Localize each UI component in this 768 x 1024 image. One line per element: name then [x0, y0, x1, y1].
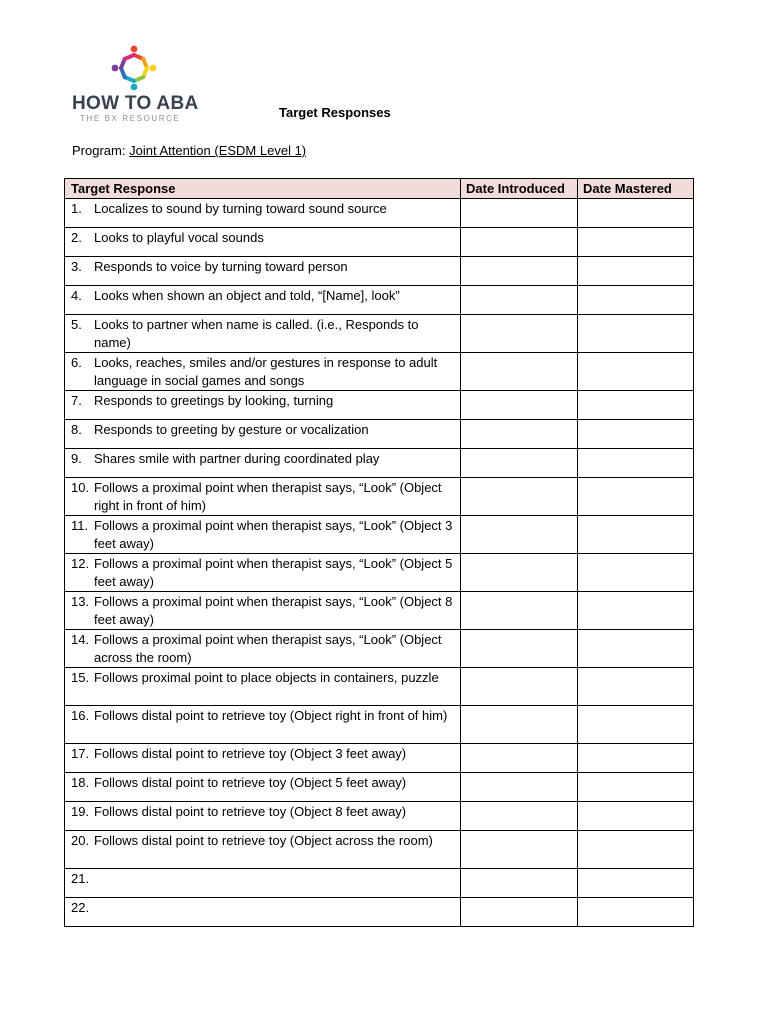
logo-figure-head — [131, 84, 138, 91]
date-mastered-cell[interactable] — [578, 478, 694, 516]
target-response-item — [65, 706, 460, 725]
target-response-item — [65, 516, 460, 553]
program-line — [72, 143, 306, 158]
date-mastered-cell[interactable] — [578, 630, 694, 668]
target-response-cell — [65, 420, 461, 449]
target-response-item — [65, 391, 460, 410]
item-text: Follows distal point to retrieve toy (Object across the room) — [94, 833, 433, 848]
logo-figure-head — [131, 46, 138, 53]
date-mastered-cell[interactable] — [578, 391, 694, 420]
target-response-cell — [65, 554, 461, 592]
item-text: Responds to greeting by gesture or vocalization — [94, 422, 369, 437]
table-row — [65, 592, 694, 630]
date-mastered-cell[interactable] — [578, 831, 694, 869]
target-response-cell — [65, 592, 461, 630]
program-label: Program: — [72, 143, 126, 158]
target-response-item — [65, 353, 460, 390]
item-text: Follows a proximal point when therapist says, “Look” (Object right in front of him) — [94, 480, 442, 513]
item-number: 2. — [71, 230, 82, 245]
item-number: 4. — [71, 288, 82, 303]
item-number: 14. — [71, 632, 90, 647]
date-mastered-cell[interactable] — [578, 286, 694, 315]
target-response-cell — [65, 516, 461, 554]
program-value: Joint Attention (ESDM Level 1) — [129, 143, 307, 158]
people-circle-logo-icon — [110, 44, 158, 92]
item-number: 5. — [71, 317, 82, 332]
table-row — [65, 257, 694, 286]
item-text: Responds to greetings by looking, turning — [94, 393, 334, 408]
item-number: 20. — [71, 833, 90, 848]
date-introduced-cell[interactable] — [461, 257, 578, 286]
item-text: Follows a proximal point when therapist says, “Look” (Object 5 feet away) — [94, 556, 453, 589]
date-introduced-cell[interactable] — [461, 353, 578, 391]
target-response-item — [65, 773, 460, 792]
table-row — [65, 353, 694, 391]
date-mastered-cell[interactable] — [578, 668, 694, 706]
target-response-cell — [65, 706, 461, 744]
target-response-cell — [65, 773, 461, 802]
date-introduced-cell[interactable] — [461, 391, 578, 420]
date-introduced-cell[interactable] — [461, 554, 578, 592]
item-text — [94, 870, 456, 888]
date-introduced-cell[interactable] — [461, 516, 578, 554]
table-row — [65, 516, 694, 554]
table-row — [65, 420, 694, 449]
target-response-item — [65, 478, 460, 515]
table-row — [65, 478, 694, 516]
target-response-cell — [65, 353, 461, 391]
date-introduced-cell[interactable] — [461, 668, 578, 706]
item-text: Looks to playful vocal sounds — [94, 230, 264, 245]
item-text: Responds to voice by turning toward person — [94, 259, 348, 274]
target-response-item — [65, 802, 460, 821]
date-introduced-cell[interactable] — [461, 286, 578, 315]
target-response-item — [65, 257, 460, 276]
date-introduced-cell[interactable] — [461, 706, 578, 744]
date-introduced-cell[interactable] — [461, 228, 578, 257]
header-target-response: Target Response — [65, 179, 461, 199]
date-introduced-cell[interactable] — [461, 802, 578, 831]
table-row — [65, 391, 694, 420]
date-introduced-cell[interactable] — [461, 592, 578, 630]
item-number: 17. — [71, 746, 90, 761]
item-number: 13. — [71, 594, 90, 609]
target-response-cell — [65, 228, 461, 257]
table-row — [65, 449, 694, 478]
date-introduced-cell[interactable] — [461, 773, 578, 802]
date-mastered-cell[interactable] — [578, 869, 694, 898]
item-number: 22. — [71, 900, 90, 915]
target-responses-table — [64, 178, 694, 927]
target-response-item — [65, 869, 460, 888]
table-row — [65, 773, 694, 802]
date-introduced-cell[interactable] — [461, 831, 578, 869]
target-response-cell — [65, 898, 461, 927]
logo — [72, 44, 199, 124]
item-text: Follows a proximal point when therapist says, “Look” (Object 3 feet away) — [94, 518, 453, 551]
target-response-item — [65, 420, 460, 439]
target-response-item — [65, 592, 460, 629]
date-mastered-cell[interactable] — [578, 898, 694, 927]
target-response-item — [65, 898, 460, 917]
date-mastered-cell[interactable] — [578, 706, 694, 744]
date-introduced-cell[interactable] — [461, 449, 578, 478]
target-response-cell — [65, 449, 461, 478]
table-row — [65, 802, 694, 831]
table-row — [65, 286, 694, 315]
target-response-cell — [65, 831, 461, 869]
date-introduced-cell[interactable] — [461, 630, 578, 668]
item-text: Follows distal point to retrieve toy (Object 3 feet away) — [94, 746, 407, 761]
item-number: 8. — [71, 422, 82, 437]
target-response-item — [65, 554, 460, 591]
target-response-item — [65, 315, 460, 352]
target-response-item — [65, 831, 460, 850]
item-text: Follows distal point to retrieve toy (Object 5 feet away) — [94, 775, 407, 790]
target-response-cell — [65, 286, 461, 315]
target-response-cell — [65, 199, 461, 228]
date-introduced-cell[interactable] — [461, 898, 578, 927]
table-row — [65, 706, 694, 744]
page-title: Target Responses — [279, 105, 391, 120]
target-response-cell — [65, 744, 461, 773]
logo-figure-arm — [125, 55, 134, 59]
logo-figure-head — [112, 65, 119, 72]
table-row — [65, 554, 694, 592]
date-mastered-cell[interactable] — [578, 353, 694, 391]
table-row — [65, 668, 694, 706]
item-number: 11. — [71, 518, 89, 533]
target-response-cell — [65, 257, 461, 286]
date-mastered-cell[interactable] — [578, 199, 694, 228]
date-mastered-cell[interactable] — [578, 592, 694, 630]
date-introduced-cell[interactable] — [461, 478, 578, 516]
table-row — [65, 898, 694, 927]
item-number: 1. — [71, 201, 82, 216]
table-row — [65, 630, 694, 668]
item-number: 6. — [71, 355, 82, 370]
target-response-cell — [65, 869, 461, 898]
date-introduced-cell[interactable] — [461, 744, 578, 773]
item-text: Localizes to sound by turning toward sound source — [94, 201, 387, 216]
logo-tagline: THE BX RESOURCE — [80, 114, 181, 123]
item-text: Follows a proximal point when therapist says, “Look” (Object across the room) — [94, 632, 442, 665]
table-row — [65, 869, 694, 898]
item-number: 10. — [71, 480, 90, 495]
item-number: 3. — [71, 259, 82, 274]
target-response-item — [65, 744, 460, 763]
date-introduced-cell[interactable] — [461, 869, 578, 898]
item-number: 15. — [71, 670, 90, 685]
table-row — [65, 744, 694, 773]
item-text — [94, 899, 456, 917]
target-response-item — [65, 228, 460, 247]
date-mastered-cell[interactable] — [578, 420, 694, 449]
logo-name: HOW TO ABA — [72, 93, 199, 114]
date-mastered-cell[interactable] — [578, 744, 694, 773]
target-response-item — [65, 199, 460, 218]
target-response-cell — [65, 478, 461, 516]
table-row — [65, 315, 694, 353]
item-text: Follows proximal point to place objects in containers, puzzle — [94, 670, 439, 685]
item-text: Follows distal point to retrieve toy (Object 8 feet away) — [94, 804, 407, 819]
target-response-item — [65, 449, 460, 468]
date-mastered-cell[interactable] — [578, 773, 694, 802]
item-number: 7. — [71, 393, 82, 408]
item-number: 19. — [71, 804, 90, 819]
date-mastered-cell[interactable] — [578, 802, 694, 831]
date-mastered-cell[interactable] — [578, 449, 694, 478]
date-mastered-cell[interactable] — [578, 257, 694, 286]
table-header-row — [65, 179, 694, 199]
target-response-cell — [65, 391, 461, 420]
date-mastered-cell[interactable] — [578, 228, 694, 257]
target-response-cell — [65, 630, 461, 668]
target-response-cell — [65, 315, 461, 353]
item-text: Looks when shown an object and told, “[Name], look” — [94, 288, 400, 303]
target-response-item — [65, 286, 460, 305]
item-number: 18. — [71, 775, 90, 790]
target-response-cell — [65, 668, 461, 706]
item-number: 12. — [71, 556, 90, 571]
target-response-item — [65, 630, 460, 667]
date-mastered-cell[interactable] — [578, 554, 694, 592]
table-row — [65, 228, 694, 257]
item-number: 21. — [71, 871, 90, 886]
item-number: 16. — [71, 708, 90, 723]
date-mastered-cell[interactable] — [578, 315, 694, 353]
header-date-mastered: Date Mastered — [578, 179, 694, 199]
date-introduced-cell[interactable] — [461, 199, 578, 228]
target-response-item — [65, 668, 460, 687]
item-text: Follows a proximal point when therapist says, “Look” (Object 8 feet away) — [94, 594, 453, 627]
item-text: Follows distal point to retrieve toy (Object right in front of him) — [94, 708, 448, 723]
item-number: 9. — [71, 451, 82, 466]
table-row — [65, 831, 694, 869]
target-response-cell — [65, 802, 461, 831]
item-text: Looks, reaches, smiles and/or gestures in response to adult language in social games and songs — [94, 355, 438, 388]
date-mastered-cell[interactable] — [578, 516, 694, 554]
date-introduced-cell[interactable] — [461, 420, 578, 449]
item-text: Looks to partner when name is called. (i.e., Responds to name) — [94, 317, 419, 350]
logo-figure-head — [150, 65, 157, 72]
header-date-introduced: Date Introduced — [461, 179, 578, 199]
date-introduced-cell[interactable] — [461, 315, 578, 353]
table-row — [65, 199, 694, 228]
item-text: Shares smile with partner during coordinated play — [94, 451, 380, 466]
